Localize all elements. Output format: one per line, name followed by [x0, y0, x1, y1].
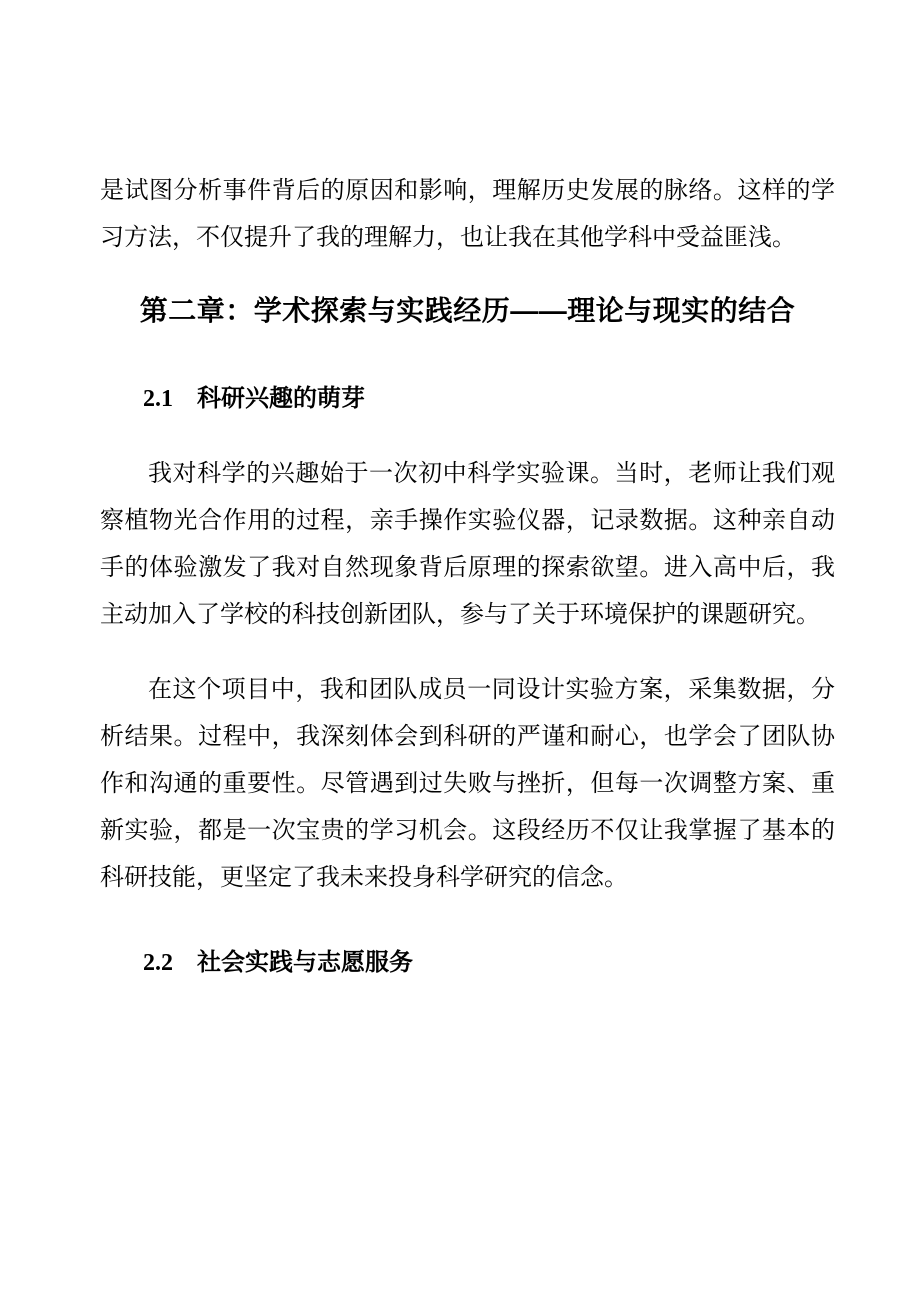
paragraph: 在这个项目中，我和团队成员一同设计实验方案，采集数据，分析结果。过程中，我深刻体会到科研的严谨和耐心，也学会了团队协作和沟通的重要性。尽管遇到过失败与挫折，但每一次调整方案、重新实验，都是一次宝贵的学习机会。这段经历不仅让我掌握了基本的科研技能，更坚定了我未来投身科学研究的信念。: [100, 677, 835, 891]
continuation-paragraph: 是试图分析事件背后的原因和影响，理解历史发展的脉络。这样的学习方法，不仅提升了我的理解力，也让我在其他学科中受益匪浅。: [100, 178, 835, 251]
section-heading-2-1: [143, 375, 835, 423]
section-number: 2.1: [143, 386, 173, 412]
section-number: 2.2: [143, 950, 173, 976]
paragraph: 我对科学的兴趣始于一次初中科学实验课。当时，老师让我们观察植物光合作用的过程，亲手操作实验仪器，记录数据。这种亲自动手的体验激发了我对自然现象背后原理的探索欲望。进入高中后，我主动加入了学校的科技创新团队，参与了关于环境保护的课题研究。: [100, 461, 835, 628]
section-title: 科研兴趣的萌芽: [197, 385, 365, 412]
chapter-heading: 第二章：学术探索与实践经历——理论与现实的结合: [139, 295, 796, 326]
section-title: 社会实践与志愿服务: [197, 949, 413, 976]
section-heading-2-2: [143, 939, 835, 987]
